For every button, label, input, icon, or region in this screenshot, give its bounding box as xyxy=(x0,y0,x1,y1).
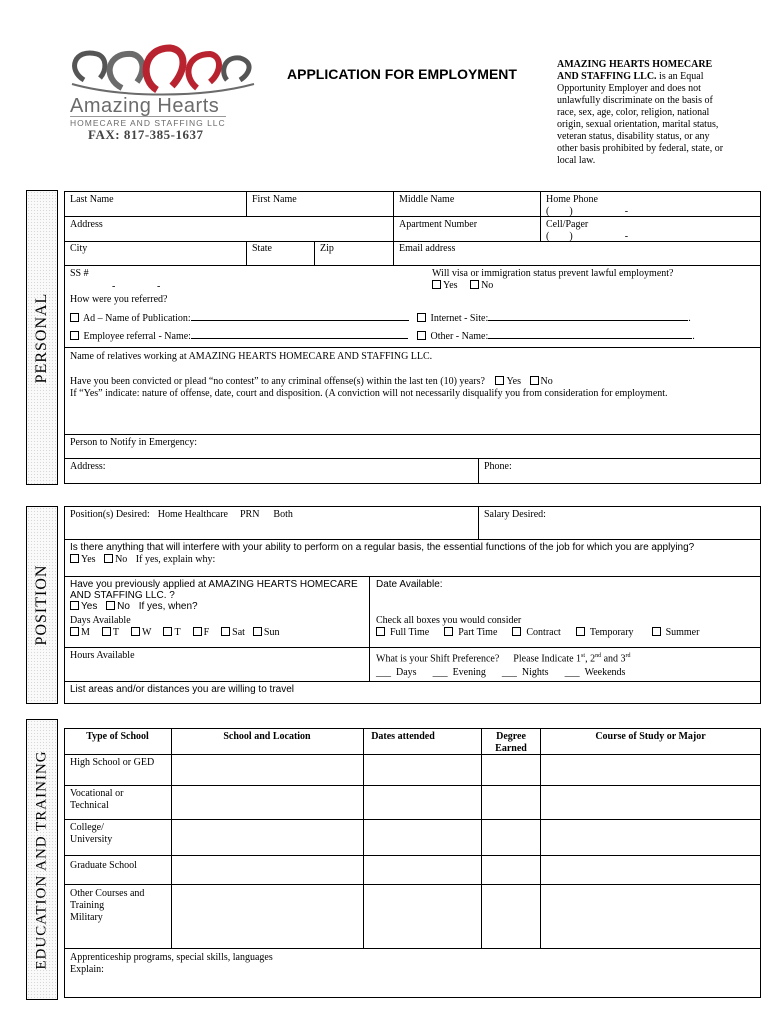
edu-header-type: Type of School xyxy=(86,731,149,742)
applied-question-2: AND STAFFING LLC. ? xyxy=(70,590,175,601)
convicted-question: Have you been convicted or plead “no contest” to any criminal offense(s) within the last ten (10) years? Yes No xyxy=(70,376,553,387)
ss-label: SS # xyxy=(70,268,89,279)
visa-options: Yes No xyxy=(432,280,493,292)
edu-header-course: Course of Study or Major xyxy=(595,731,706,742)
day-option: Sun xyxy=(253,627,280,638)
type-options xyxy=(376,627,699,639)
ref-ad-checkbox[interactable] xyxy=(70,313,79,322)
first-name-label: First Name xyxy=(252,194,297,205)
emergency-phone-label: Phone: xyxy=(484,461,512,472)
cell-label: Cell/Pager xyxy=(546,219,589,230)
hearts-logo-icon xyxy=(62,40,262,100)
ref-ad: Ad – Name of Publication: xyxy=(70,313,409,325)
ref-internet: Internet - Site: . xyxy=(417,313,691,325)
other-name-field[interactable] xyxy=(488,338,692,339)
middle-name-label: Middle Name xyxy=(399,194,455,205)
employment-type-checkbox[interactable] xyxy=(376,627,385,636)
edu-row-graduate: Graduate School xyxy=(70,860,137,871)
ref-internet-checkbox[interactable] xyxy=(417,313,426,322)
internet-site-field[interactable] xyxy=(488,320,688,321)
edu-row-college: College/ University xyxy=(70,822,113,845)
company-logo xyxy=(62,40,262,130)
date-available-label: Date Available: xyxy=(376,579,443,590)
last-name-label: Last Name xyxy=(70,194,114,205)
convicted-no-checkbox[interactable] xyxy=(530,376,539,385)
employment-type-option: Temporary xyxy=(576,627,634,638)
home-phone-label: Home Phone xyxy=(546,194,598,205)
employee-name-field[interactable] xyxy=(191,338,408,339)
days-options xyxy=(70,627,279,639)
salary-label: Salary Desired: xyxy=(484,509,546,520)
edu-row-highschool: High School or GED xyxy=(70,757,155,768)
company-subtitle: HOMECARE AND STAFFING LLC xyxy=(70,118,226,128)
education-section-label: EDUCATION AND TRAINING xyxy=(26,719,58,1000)
edu-row-vocational: Vocational or Technical xyxy=(70,788,124,811)
day-option: T xyxy=(163,627,180,638)
eeo-company: AMAZING HEARTS HOMECARE AND STAFFING LLC. xyxy=(557,59,713,82)
edu-header-degree: Degree Earned xyxy=(495,731,527,754)
interfere-question: Is there anything that will interfere with your ability to perform on a regular basis, the essential functions of the job for which you are applying? xyxy=(70,542,695,553)
personal-section-label: PERSONAL xyxy=(26,190,58,485)
shift-option[interactable]: ___ Weekends xyxy=(564,667,626,678)
ad-name-field[interactable] xyxy=(191,320,409,321)
applied-no-checkbox[interactable] xyxy=(106,601,115,610)
employment-type-option: Summer xyxy=(652,627,700,638)
referred-label: How were you referred? xyxy=(70,294,168,305)
day-option: Sat xyxy=(221,627,245,638)
shift-option[interactable]: ___ Evening xyxy=(432,667,486,678)
interfere-no-checkbox[interactable] xyxy=(104,554,113,563)
day-checkbox[interactable] xyxy=(102,627,111,636)
edu-row-military: Military xyxy=(70,912,103,923)
visa-no-checkbox[interactable] xyxy=(470,280,479,289)
zip-label: Zip xyxy=(320,243,334,254)
day-checkbox[interactable] xyxy=(131,627,140,636)
hours-available-label: Hours Available xyxy=(70,650,135,661)
day-checkbox[interactable] xyxy=(253,627,262,636)
employment-type-option: Part Time xyxy=(444,627,497,638)
ss-dash-1: - xyxy=(112,281,116,292)
employment-type-checkbox[interactable] xyxy=(652,627,661,636)
days-available-label: Days Available xyxy=(70,615,131,626)
visa-yes-checkbox[interactable] xyxy=(432,280,441,289)
emergency-label: Person to Notify in Emergency: xyxy=(70,437,198,448)
employment-type-checkbox[interactable] xyxy=(512,627,521,636)
edu-row-other: Other Courses and Training xyxy=(70,888,145,911)
company-name: Amazing Hearts xyxy=(70,95,220,117)
employment-type-option: Full Time xyxy=(376,627,429,638)
ss-dash-2: - xyxy=(157,281,161,292)
cell-format: ( ) - xyxy=(546,231,629,242)
day-option: W xyxy=(131,627,151,638)
day-option: M xyxy=(70,627,90,638)
shift-option[interactable]: ___ Days xyxy=(376,667,417,678)
apprenticeship-label: Apprenticeship programs, special skills, languages xyxy=(70,952,273,963)
edu-header-dates: Dates attended xyxy=(371,731,435,742)
shift-options xyxy=(376,667,625,679)
email-label: Email address xyxy=(399,243,456,254)
day-option: F xyxy=(193,627,210,638)
explain-label: Explain: xyxy=(70,964,104,975)
convicted-instructions: If “Yes” indicate: nature of offense, date, court and disposition. (A conviction will not necessarily disqualify you from consideration for employment. xyxy=(70,388,668,399)
travel-areas-label: List areas and/or distances you are willing to travel xyxy=(70,684,295,695)
eeo-text: is an Equal Opportunity Employer and does not unlawfully discriminate on the basis of race, sex, age, color, religion, national origin, sexual orientation, marital status, veteran status, disability status, or any other basis prohibited by federal, state, or local law. xyxy=(557,71,724,166)
apartment-label: Apartment Number xyxy=(399,219,478,230)
applied-question-1: Have you previously applied at AMAZING HEARTS HOMECARE xyxy=(70,579,358,590)
day-checkbox[interactable] xyxy=(70,627,79,636)
employment-type-checkbox[interactable] xyxy=(576,627,585,636)
day-option: T xyxy=(102,627,119,638)
applied-yes-checkbox[interactable] xyxy=(70,601,79,610)
interfere-yes-checkbox[interactable] xyxy=(70,554,79,563)
day-checkbox[interactable] xyxy=(163,627,172,636)
state-label: State xyxy=(252,243,272,254)
ref-other: Other - Name: . xyxy=(417,331,695,343)
applied-options: Yes No If yes, when? xyxy=(70,601,198,613)
home-phone-format: ( ) - xyxy=(546,206,629,217)
shift-question: What is your Shift Preference? Please Indicate 1st, 2nd and 3rd xyxy=(376,653,631,665)
edu-header-school: School and Location xyxy=(223,731,311,742)
shift-option[interactable]: ___ Nights xyxy=(501,667,549,678)
ref-other-checkbox[interactable] xyxy=(417,331,426,340)
eeo-statement xyxy=(557,59,727,167)
convicted-yes-checkbox[interactable] xyxy=(495,376,504,385)
ref-employee-checkbox[interactable] xyxy=(70,331,79,340)
visa-question: Will visa or immigration status prevent lawful employment? xyxy=(432,268,674,279)
position-section-label: POSITION xyxy=(26,506,58,704)
employment-type-checkbox[interactable] xyxy=(444,627,453,636)
address-label: Address xyxy=(70,219,103,230)
ref-employee: Employee referral - Name: xyxy=(70,331,408,343)
employment-type-option: Contract xyxy=(512,627,560,638)
check-all-label: Check all boxes you would consider xyxy=(376,615,522,626)
fax-number: FAX: 817-385-1637 xyxy=(88,127,204,142)
page-title: APPLICATION FOR EMPLOYMENT xyxy=(287,66,517,82)
day-checkbox[interactable] xyxy=(221,627,230,636)
position-desired: Position(s) Desired: Home Healthcare PRN Both xyxy=(70,509,293,520)
interfere-options: Yes No If yes, explain why: xyxy=(70,554,215,566)
emergency-address-label: Address: xyxy=(70,461,106,472)
day-checkbox[interactable] xyxy=(193,627,202,636)
city-label: City xyxy=(70,243,88,254)
relatives-label: Name of relatives working at AMAZING HEARTS HOMECARE AND STAFFING LLC. xyxy=(70,351,433,362)
